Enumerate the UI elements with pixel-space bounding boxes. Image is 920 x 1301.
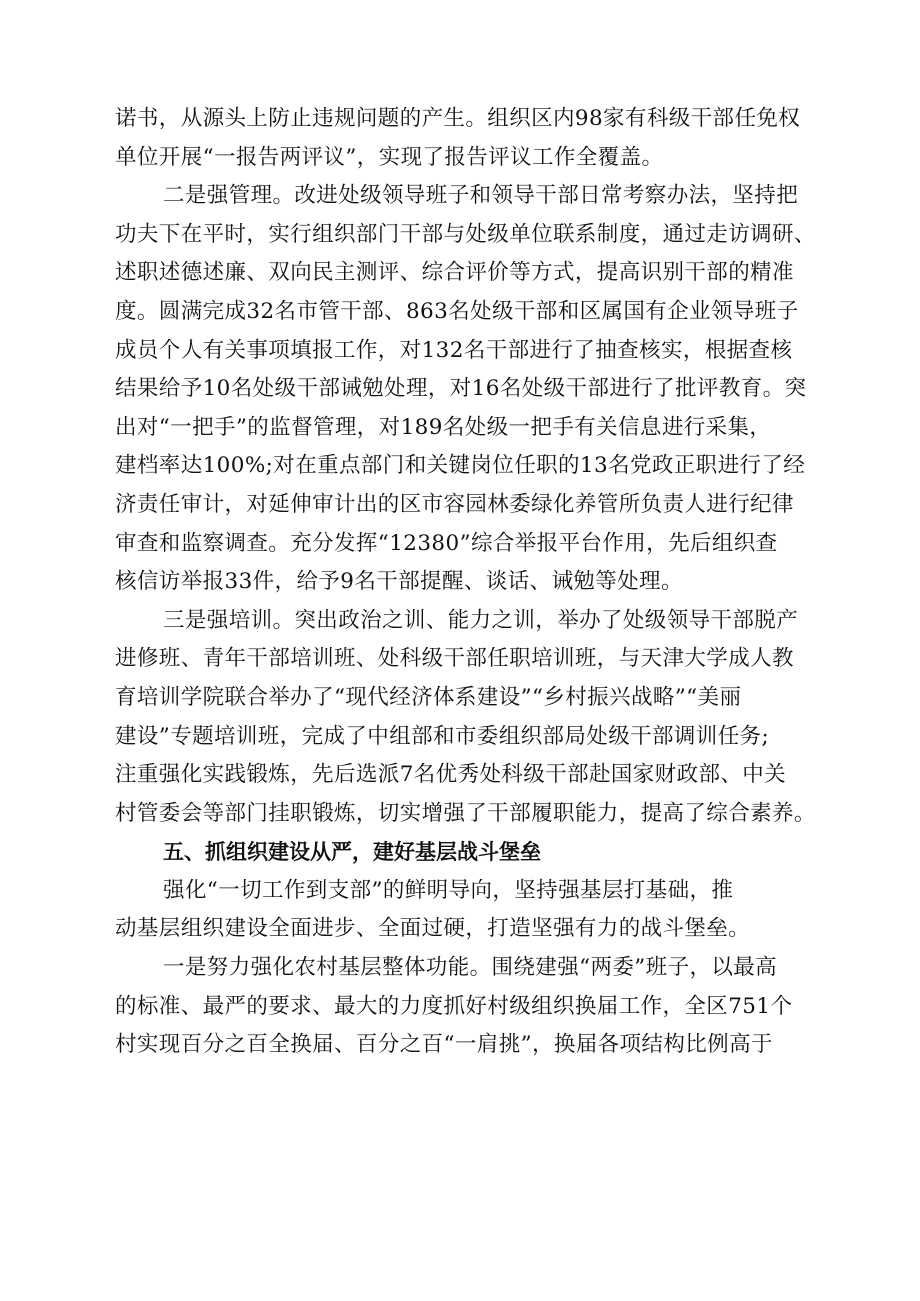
text-line: 建档率达100%;对在重点部门和关键岗位任职的13名党政正职进行了经 <box>115 453 806 479</box>
text-line: 成员个人有关事项填报工作，对132名干部进行了抽查核实，根据查核 <box>115 337 793 363</box>
paragraph-strengthen-training <box>115 602 830 834</box>
text-line: 的标准、最严的要求、最大的力度抓好村级组织换届工作，全区751个 <box>115 993 793 1019</box>
text-line: 育培训学院联合举办了“现代经济体系建设”“乡村振兴战略”“美丽 <box>115 684 742 710</box>
text-line: 核信访举报33件，给予9名干部提醒、谈话、诫勉等处理。 <box>115 569 683 595</box>
text-line: 村管委会等部门挂职锻炼，切实增强了干部履职能力，提高了综合素养。 <box>115 800 816 826</box>
text-line: 三是强培训。突出政治之训、能力之训，举办了处级领导干部脱产 <box>163 607 799 633</box>
section-heading: 五、抓组织建设从严，建好基层战斗堡垒 <box>163 840 541 865</box>
text-line: 诺书，从源头上防止违规问题的产生。组织区内98家有科级干部任免权 <box>115 106 801 131</box>
document-body <box>115 100 830 1065</box>
text-line: 强化“一切工作到支部”的鲜明导向，坚持强基层打基础，推 <box>163 877 734 903</box>
text-line: 功夫下在平时，实行组织部门干部与处级单位联系制度，通过走访调研、 <box>115 221 816 247</box>
paragraph-section-intro <box>115 872 830 949</box>
text-line: 二是强管理。改进处级领导班子和领导干部日常考察办法，坚持把 <box>163 183 799 209</box>
text-line: 建设”专题培训班，完成了中组部和市委组织部局处级干部调训任务; <box>115 723 770 749</box>
text-line: 进修班、青年干部培训班、处科级干部任职培训班，与天津大学成人教 <box>115 646 794 672</box>
text-line: 审查和监察调查。充分发挥“12380”综合举报平台作用，先后组织查 <box>115 530 778 556</box>
paragraph-commitment <box>115 100 830 177</box>
text-line: 动基层组织建设全面进步、全面过硬，打造坚强有力的战斗堡垒。 <box>115 916 751 942</box>
text-line: 村实现百分之百全换届、百分之百“一肩挑”，换届各项结构比例高于 <box>115 1032 773 1058</box>
paragraph-rural-grassroots <box>115 949 830 1065</box>
text-line: 济责任审计，对延伸审计出的区市容园林委绿化养管所负责人进行纪律 <box>115 491 794 517</box>
text-line: 一是努力强化农村基层整体功能。围绕建强“两委”班子，以最高 <box>163 955 778 981</box>
text-line: 注重强化实践锻炼，先后选派7名优秀处科级干部赴国家财政部、中关 <box>115 762 787 788</box>
text-line: 度。圆满完成32名市管干部、863名处级干部和区属国有企业领导班子 <box>115 298 799 324</box>
paragraph-strengthen-management <box>115 177 830 602</box>
text-line: 出对“一把手”的监督管理，对189名处级一把手有关信息进行采集， <box>115 414 772 440</box>
text-line: 单位开展“一报告两评议”，实现了报告评议工作全覆盖。 <box>115 144 664 170</box>
text-line: 述职述德述廉、双向民主测评、综合评价等方式，提高识别干部的精准 <box>115 260 794 286</box>
text-line: 结果给予10名处级干部诫勉处理，对16名处级干部进行了批评教育。突 <box>115 376 807 402</box>
